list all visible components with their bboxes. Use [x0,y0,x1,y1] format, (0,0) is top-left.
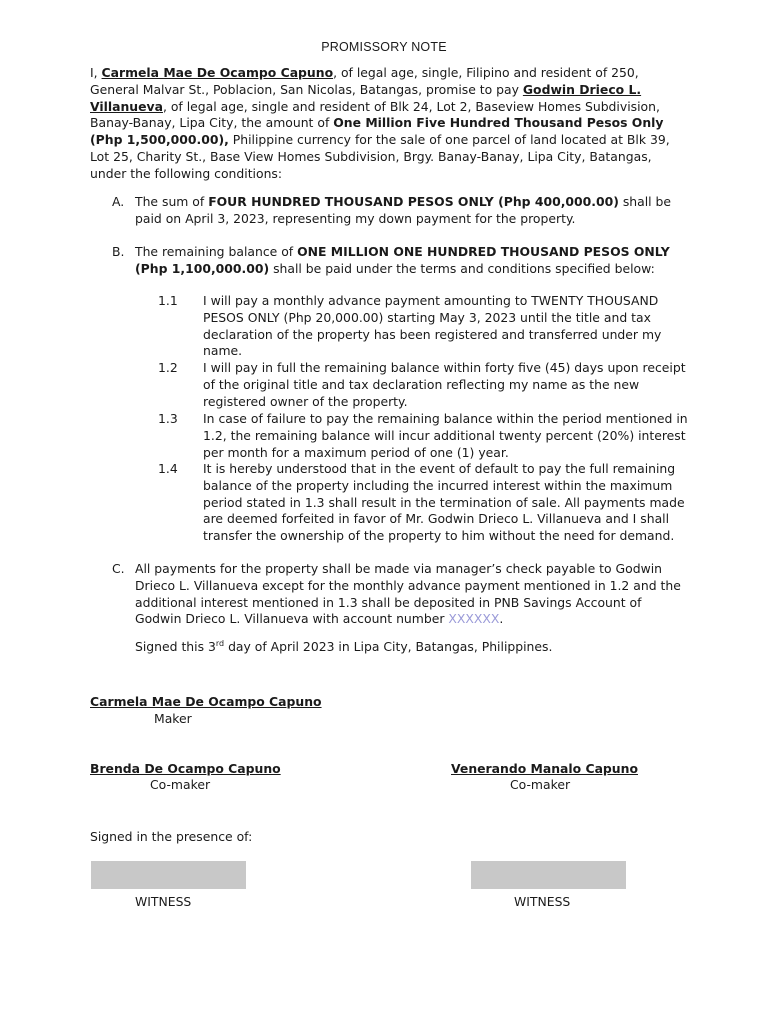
comaker-2-signature-name: Venerando Manalo Capuno [451,761,638,776]
remaining-balance-amount: ONE MILLION ONE HUNDRED THOUSAND PESOS ONLY (Php 1,100,000.00) [135,244,670,276]
sub-item-text: It is hereby understood that in the event of default to pay the full remaining balance of the property including the incurred interest within the maximum period stated in 1.3 shall result in the termination of sale. All payments made are deemed forfeited in favor of Mr. Godwin Drieco L. Villanueva and I shall transfer the ownership of the property to him without the need for demand. [203,461,685,544]
condition-c-body: All payments for the property shall be made via manager’s check payable to Godwin Drieco L. Villanueva except for the monthly advance payment mentioned in 1.2 and the additional interest mentioned in 1.3 shall be deposited in PNB Savings Account of Godwin Drieco L. Villanueva with account number [135,561,681,627]
signed-ordinal: rd [215,638,225,648]
sub-item-text: I will pay a monthly advance payment amounting to TWENTY THOUSAND PESOS ONLY (Php 20,000.00) starting May 3, 2023 until the title and tax declaration of the property has been registered and transferred under my name. [203,293,662,359]
sub-item-1-3 [158,411,688,461]
condition-c-end: . [499,611,504,627]
condition-a [90,194,690,228]
condition-b-text [135,244,690,278]
payee-name: Godwin Drieco L. Villanueva [90,81,642,114]
condition-c-label: C. [112,561,125,576]
sub-item-1-1 [158,293,688,360]
sub-item-text: I will pay in full the remaining balance within forty five (45) days upon receipt of the original title and tax declaration reflecting my name as the new registered owner of the property. [203,360,686,409]
document-title: PROMISSORY NOTE [321,40,447,54]
signed-text-2: day of April 2023 in Lipa City, Batangas, Philippines. [224,639,553,654]
witness-2-label: WITNESS [514,894,571,909]
condition-b-text-2: shall be paid under the terms and conditions specified below: [269,260,655,276]
total-amount: One Million Five Hundred Thousand Pesos Only (Php 1,500,000.00), [90,115,664,148]
comaker-1-signature-name: Brenda De Ocampo Capuno [90,761,281,776]
condition-a-text [135,194,690,228]
maker-name: Carmela Mae De Ocampo Capuno [101,65,334,80]
condition-c-text [135,561,690,628]
witness-1-label: WITNESS [135,894,192,909]
comaker-2-role: Co-maker [510,777,571,792]
condition-c [90,561,690,628]
maker-role: Maker [154,711,192,726]
intro-text-3: , of legal age, single and resident of Blk 24, Lot 2, Baseview Homes Subdivision, Banay-Banay, Lipa City, the amount of [90,98,660,131]
intro-text-4: Philippine currency for the sale of one parcel of land located at Blk 39, Lot 25, Charity St., Base View Homes Subdivision, Brgy. Banay-Banay, Lipa City, Batangas, under the following conditions: [90,132,670,181]
presence-statement: Signed in the presence of: [90,829,253,844]
account-number: XXXXXX [448,611,500,627]
witness-2-signature-box [471,861,626,889]
intro-paragraph [90,65,670,183]
condition-b-text-1: The remaining balance of [135,244,298,259]
maker-signature-name: Carmela Mae De Ocampo Capuno [90,694,322,709]
sub-item-number: 1.3 [158,411,178,426]
condition-a-text-2: shall be paid on April 3, 2023, representing my down payment for the property. [135,194,672,226]
intro-text-1: I, [90,65,102,80]
condition-a-text-1: The sum of [135,194,209,209]
comaker-1-role: Co-maker [150,777,211,792]
down-payment-amount: FOUR HUNDRED THOUSAND PESOS ONLY (Php 400,000.00) [208,194,619,209]
witness-1-signature-box [91,861,246,889]
condition-a-label: A. [112,194,125,209]
signed-text-1: Signed this 3 [135,639,216,654]
sub-item-number: 1.1 [158,293,178,308]
signed-date-line [135,639,552,656]
sub-item-1-4 [158,461,688,545]
sub-item-1-2 [158,360,688,410]
sub-item-number: 1.4 [158,461,178,476]
condition-b-label: B. [112,244,125,259]
intro-text-2: , of legal age, single, Filipino and resident of 250, General Malvar St., Poblacion, San Nicolas, Batangas, promise to pay [90,65,639,97]
sub-item-text: In case of failure to pay the remaining balance within the period mentioned in 1.2, the remaining balance will incur additional twenty percent (20%) interest per month for a maximum period of one (1) year. [203,411,688,460]
sub-item-number: 1.2 [158,360,178,375]
condition-b [90,244,690,278]
